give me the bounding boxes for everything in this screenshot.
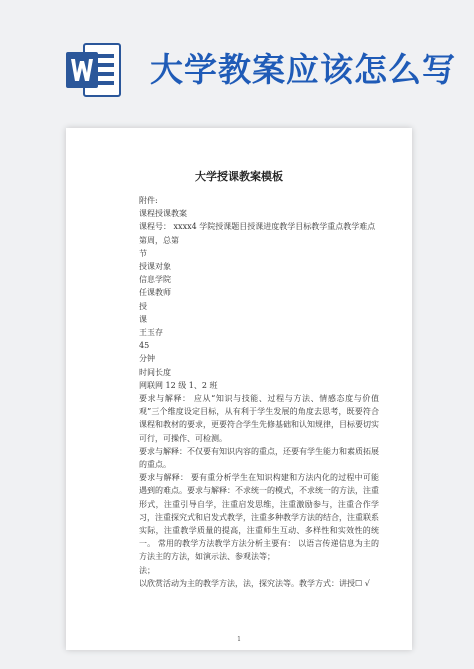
paragraph: 要求与解释： 应从“知识与技能、过程与方法、情感态度与价值观”三个维度设定目标，从有利于学生发展的角度去思考，既要符合课程和教材的要求，更要符合学生先修基础和认知规律，目标要切实可行，可操作、可检测。 [139,394,379,443]
paragraph: 法； [139,565,155,575]
text-line: 课 [139,314,147,324]
text-line: 附件: [139,196,158,205]
document-title: 大学授课教案模板 [195,170,283,183]
paragraph: 要求与解释： 要有重分析学生在知识构建和方法内化的过程中可能遇到的难点。要求与解释：不求统一的模式，不求统一的方法，注重形式，注重引导自学，注重启发思维，注重激励参与，注重合作学习，注重探究式和启发式教学，注重多种教学方法的结合，注重联系实际，注重教学质量的提高，注重师生互动、多样性和实效性的统一。 常用的教学方法教学方法分析主要有： 以语言传递信息为主的方法主的方法，如演示法、参观法等； [139,473,379,562]
banner [0,0,474,112]
text-line: 授课对象 [139,262,171,272]
text-line: 任课教师 [139,288,171,298]
text-line: 45 [139,341,150,351]
word-doc-icon [64,38,122,102]
document-body [139,194,379,590]
text-line: 网联网 12 级 1、2 班 [139,380,218,390]
paragraph: 要求与解释：不仅要有知识内容的重点，还要有学生能力和素质拓展的重点。 [139,446,379,470]
text-line: 时间长度 [139,367,171,377]
text-line: 分钟 [139,354,155,364]
text-line: 授 [139,301,147,311]
text-line: 课程号： xxxx4 学院授课题目授课进度教学目标教学重点教学难点 [139,222,376,232]
document-page [66,128,412,650]
text-line: 信息学院 [139,275,171,285]
text-line: 课程授课教案 [139,209,187,219]
text-line: 王玉存 [139,328,163,338]
text-line: 第周，总第 [139,235,179,245]
banner-title: 大学教案应该怎么写 [150,50,456,89]
text-line: 节 [139,248,147,258]
page-number: 1 [237,636,241,643]
paragraph: 以欣赏活动为主的教学方法，法，探究法等。教学方式：讲授☐ √ [139,578,370,588]
